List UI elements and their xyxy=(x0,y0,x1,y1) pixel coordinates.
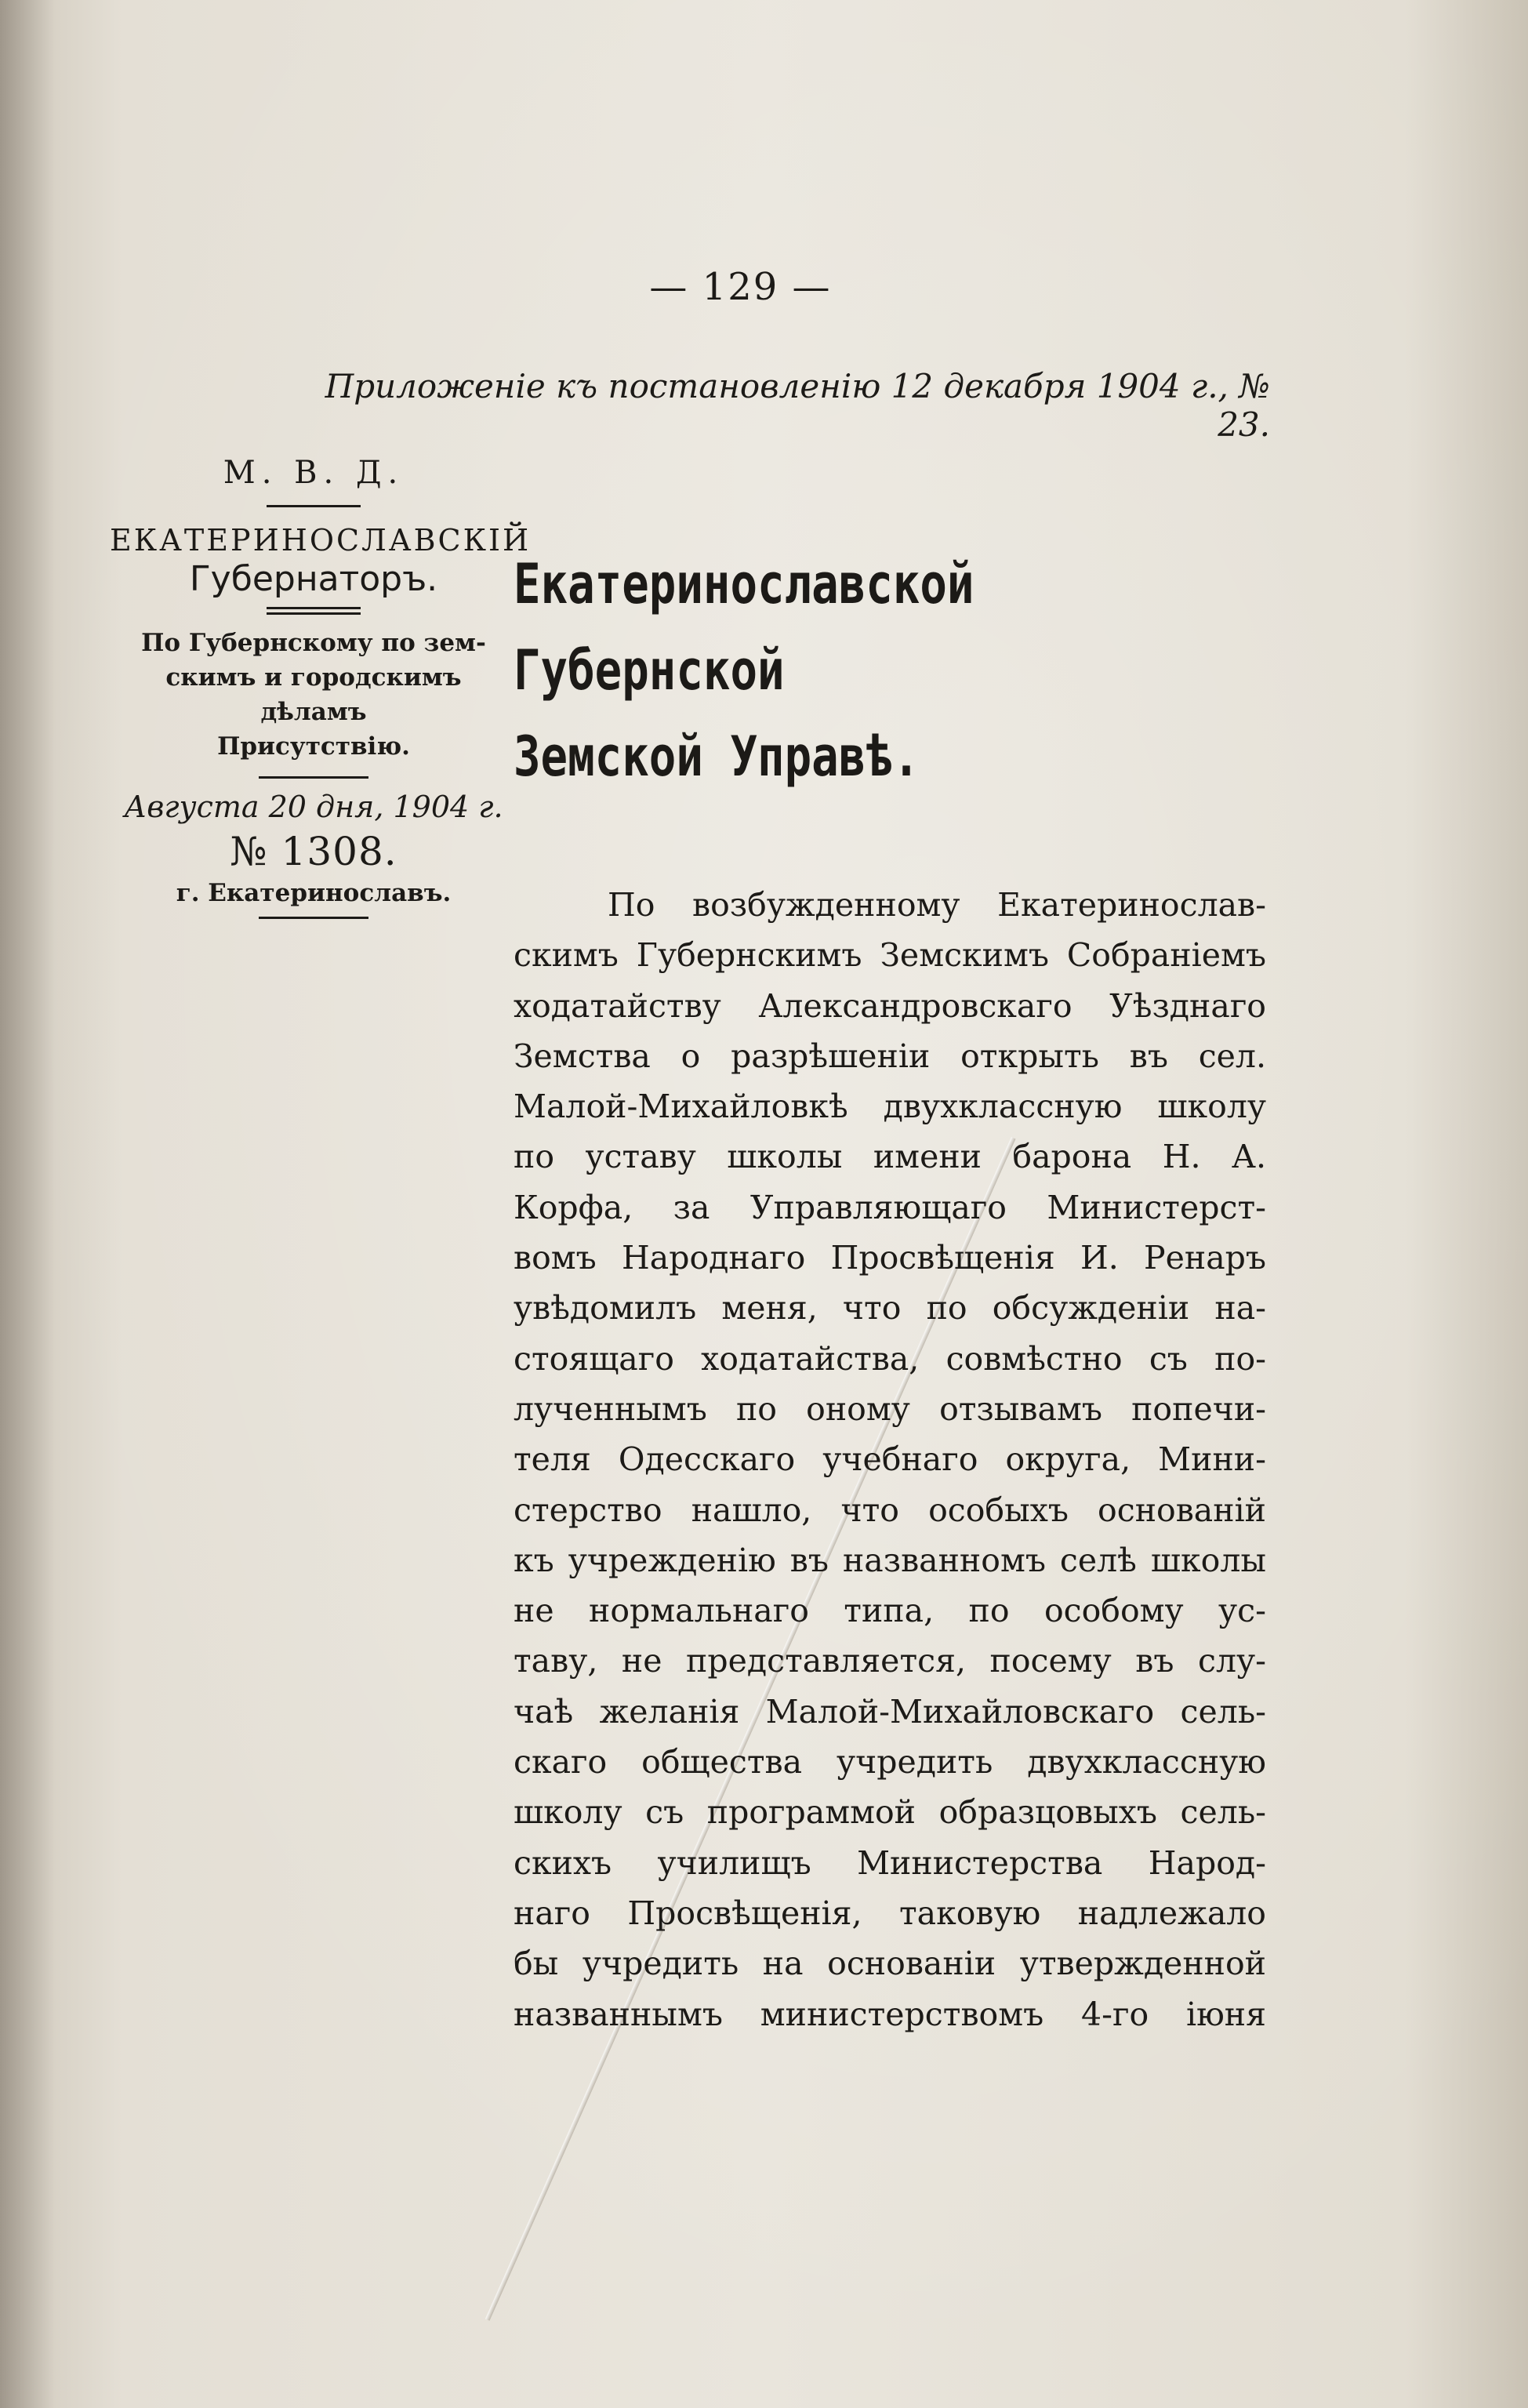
body-line: скимъ Губернскимъ Земскимъ Собраніемъ xyxy=(514,936,1266,975)
body-line: теля Одесскаго учебнаго округа, Мини- xyxy=(514,1440,1266,1479)
body-line: Малой-Михайловкѣ двухклассную школу xyxy=(514,1088,1266,1126)
body-line: скаго общества учредить двухклассную xyxy=(514,1743,1266,1781)
body-line: таву, не представляется, посему въ слу- xyxy=(514,1642,1266,1680)
letter-date: Августа 20 дня, 1904 г. xyxy=(124,790,503,824)
department xyxy=(110,626,517,764)
office-title: Губернаторъ. xyxy=(189,559,438,599)
office-top: ЕКАТЕРИНОСЛАВСКІЙ xyxy=(110,523,532,558)
letter-number: № 1308. xyxy=(230,829,397,874)
addressee-line: Екатеринославской Губернской xyxy=(514,552,975,703)
body-line: стоящаго ходатайства, совмѣстно съ по- xyxy=(514,1339,1266,1378)
divider xyxy=(259,776,368,779)
body-line: чаѣ желанія Малой-Михайловскаго сель- xyxy=(514,1692,1266,1731)
body-line: по уставу школы имени барона Н. А. xyxy=(514,1138,1266,1176)
body-line: Корфа, за Управляющаго Министерст- xyxy=(514,1188,1266,1226)
binding-shadow xyxy=(0,0,55,2408)
sender-block xyxy=(110,455,532,919)
letter-city: г. Екатеринославъ. xyxy=(176,879,452,907)
divider xyxy=(267,505,361,507)
body-line: Земства о разрѣшеніи открыть въ сел. xyxy=(514,1037,1266,1075)
ministry-abbrev: М. В. Д. xyxy=(223,455,405,491)
department-line: скимъ и городскимъ дѣламъ xyxy=(165,663,462,726)
body-line: вомъ Народнаго Просвѣщенія И. Ренаръ xyxy=(514,1239,1266,1277)
body-line: лученнымъ по оному отзывамъ попечи- xyxy=(514,1389,1266,1428)
addressee-line: Земской Управѣ. xyxy=(514,725,920,789)
body-line: скихъ училищъ Министерства Народ- xyxy=(514,1843,1266,1882)
body-line: ходатайству Александровскаго Уѣзднаго xyxy=(514,986,1266,1025)
body-line: названнымъ министерствомъ 4-го іюня xyxy=(514,1995,1266,2033)
body-line: стерство нашло, что особыхъ основаній xyxy=(514,1491,1266,1529)
body-line: не нормальнаго типа, по особому ус- xyxy=(514,1592,1266,1630)
department-line: По Губернскому по зем- xyxy=(141,629,486,657)
addressee xyxy=(514,541,1131,800)
body-line: наго Просвѣщенія, таковую надлежало xyxy=(514,1894,1266,1932)
divider xyxy=(259,917,368,919)
letter-body xyxy=(514,880,1266,2039)
department-line: Присутствію. xyxy=(217,732,410,761)
body-line: къ учрежденію въ названномъ селѣ школы xyxy=(514,1541,1266,1579)
body-line: школу съ программой образцовыхъ сель- xyxy=(514,1793,1266,1832)
body-line: увѣдомилъ меня, что по обсужденіи на- xyxy=(514,1289,1266,1327)
double-divider xyxy=(267,607,361,615)
body-line: бы учредить на основаніи утвержденной xyxy=(514,1945,1266,1983)
page-number: — 129 — xyxy=(649,265,832,309)
body-line: По возбужденному Екатеринослав- xyxy=(608,886,1266,924)
appendix-note: Приложеніе къ постановленію 12 декабря 1904 г., № 23. xyxy=(325,367,1270,444)
